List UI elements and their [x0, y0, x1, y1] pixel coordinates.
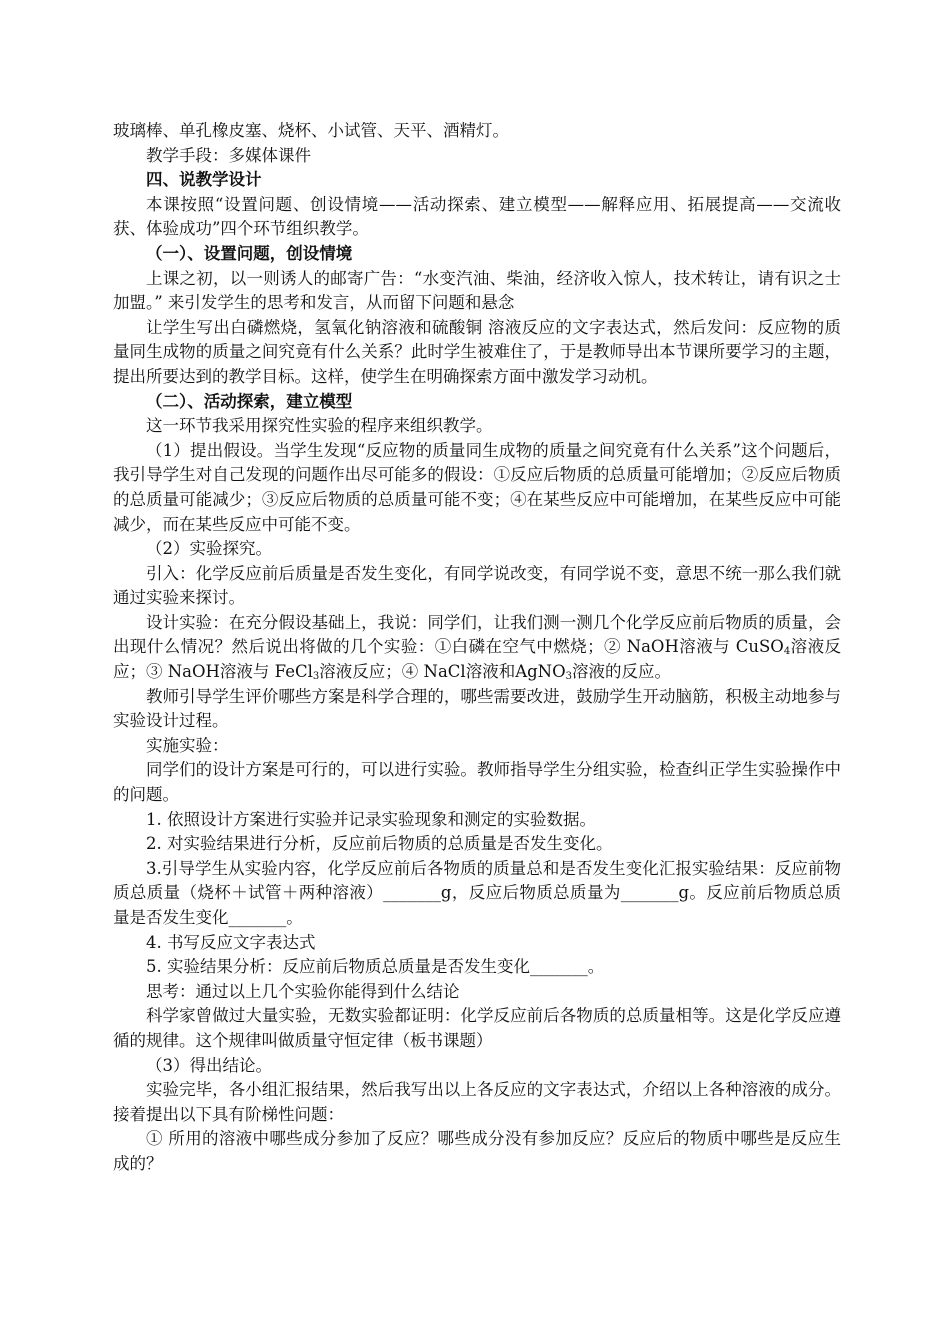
paragraph-introduction: 引入：化学反应前后质量是否发生变化，有同学说改变，有同学说不变，意思不统一那么我们就通过实验来探讨。	[113, 563, 841, 608]
text-segment: 设计实验：在充分假设基础上，我说：同学们，让我们测一测几个化学反应前后物质的质量，会出现什么情况？然后说出将做的几个实验：①白磷在空气中燃烧；② NaOH溶液与 CuSO	[113, 612, 841, 657]
subsection-heading-2: （二）、活动探索，建立模型	[146, 391, 353, 411]
paragraph-hypothesis: （1）提出假设。当学生发现“反应物的质量同生成物的质量之间究竟有什么关系”这个问题后，我引导学生对自己发现的问题作出尽可能多的假设：①反应后物质的总质量可能增加；②反应后物质的总质量可能减少；③反应后物质的总质量可能不变；④在某些反应中可能增加，在某些反应中可能减少，而在某些反应中可能不变。	[113, 440, 841, 534]
paragraph-implementation: 同学们的设计方案是可行的，可以进行实验。教师指导学生分组实验，检查纠正学生实验操作中的问题。	[113, 760, 841, 805]
subscript: 3	[565, 671, 573, 683]
paragraph-teaching-means: 教学手段：多媒体课件	[146, 145, 311, 165]
list-item-3: 3.引导学生从实验内容，化学反应前后各物质的质量总和是否发生变化汇报实验结果：反应前物质总质量（烧杯＋试管＋两种溶液）_______g，反应后物质总质量为_______g。反应前后物质总质量是否发生变化_______。	[113, 858, 841, 927]
paragraph-conclusion-heading: （3）得出结论。	[146, 1055, 272, 1075]
paragraph-question-1: ① 所用的溶液中哪些成分参加了反应？哪些成分没有参加反应？反应后的物质中哪些是反应生成的？	[113, 1129, 841, 1173]
paragraph-question: 让学生写出白磷燃烧，氢氧化钠溶液和硫酸铜 溶液反应的文字表达式，然后发问：反应物的质量同生成物的质量之间究竟有什么关系？此时学生被难住了，于是教师导出本节课所要学习的主题，提出所要达到的教学目标。这样，使学生在明确探索方面中激发学习动机。	[113, 317, 841, 386]
list-item-1: 1. 依照设计方案进行实验并记录实验现象和测定的实验数据。	[146, 809, 596, 829]
list-item-4: 4. 书写反应文字表达式	[146, 932, 316, 952]
paragraph-design-overview: 本课按照“设置问题、创设情境——活动探索、建立模型——解释应用、拓展提高——交流收获、体验成功”四个环节组织教学。	[113, 194, 841, 239]
subsection-heading-1: （一）、设置问题，创设情境	[146, 243, 353, 263]
paragraph-evaluation: 教师引导学生评价哪些方案是科学合理的，哪些需要改进，鼓励学生开动脑筋，积极主动地参与实验设计过程。	[113, 686, 841, 731]
paragraph-experiment-heading: （2）实验探究。	[146, 539, 272, 559]
paragraph-advertisement: 上课之初，以一则诱人的邮寄广告：“水变汽油、柴油，经济收入惊人，技术转让，请有识之士加盟。” 来引发学生的思考和发言，从而留下问题和悬念	[113, 268, 841, 313]
list-item-2: 2. 对实验结果进行分析，反应前后物质的总质量是否发生变化。	[146, 834, 613, 854]
paragraph-report: 实验完毕，各小组汇报结果，然后我写出以上各反应的文字表达式，介绍以上各种溶液的成分。接着提出以下具有阶梯性问题：	[113, 1080, 841, 1124]
text-segment: 溶液反应；③ NaOH溶液与 FeCl	[113, 637, 842, 682]
subscript: 4	[783, 646, 791, 658]
text-segment: 溶液反应；④ NaCl溶液和AgNO	[319, 662, 566, 682]
paragraph-design-experiment	[113, 611, 841, 685]
paragraph-think: 思考：通过以上几个实验你能得到什么结论	[146, 981, 460, 1001]
section-heading-teaching-design: 四、说教学设计	[146, 170, 262, 190]
paragraph-implement-heading: 实施实验：	[146, 735, 229, 755]
list-item-5: 5. 实验结果分析：反应前后物质总质量是否发生变化_______。	[146, 957, 605, 977]
paragraph-conservation-law: 科学家曾做过大量实验，无数实验都证明：化学反应前后各物质的总质量相等。这是化学反应遵循的规律。这个规律叫做质量守恒定律（板书课题）	[113, 1006, 841, 1050]
text-segment: 溶液的反应。	[572, 662, 672, 682]
paragraph-inquiry-intro: 这一环节我采用探究性实验的程序来组织教学。	[146, 416, 493, 436]
document-page	[113, 119, 841, 1177]
paragraph-equipment: 玻璃棒、单孔橡皮塞、烧杯、小试管、天平、酒精灯。	[113, 121, 509, 140]
subscript: 3	[312, 671, 320, 683]
